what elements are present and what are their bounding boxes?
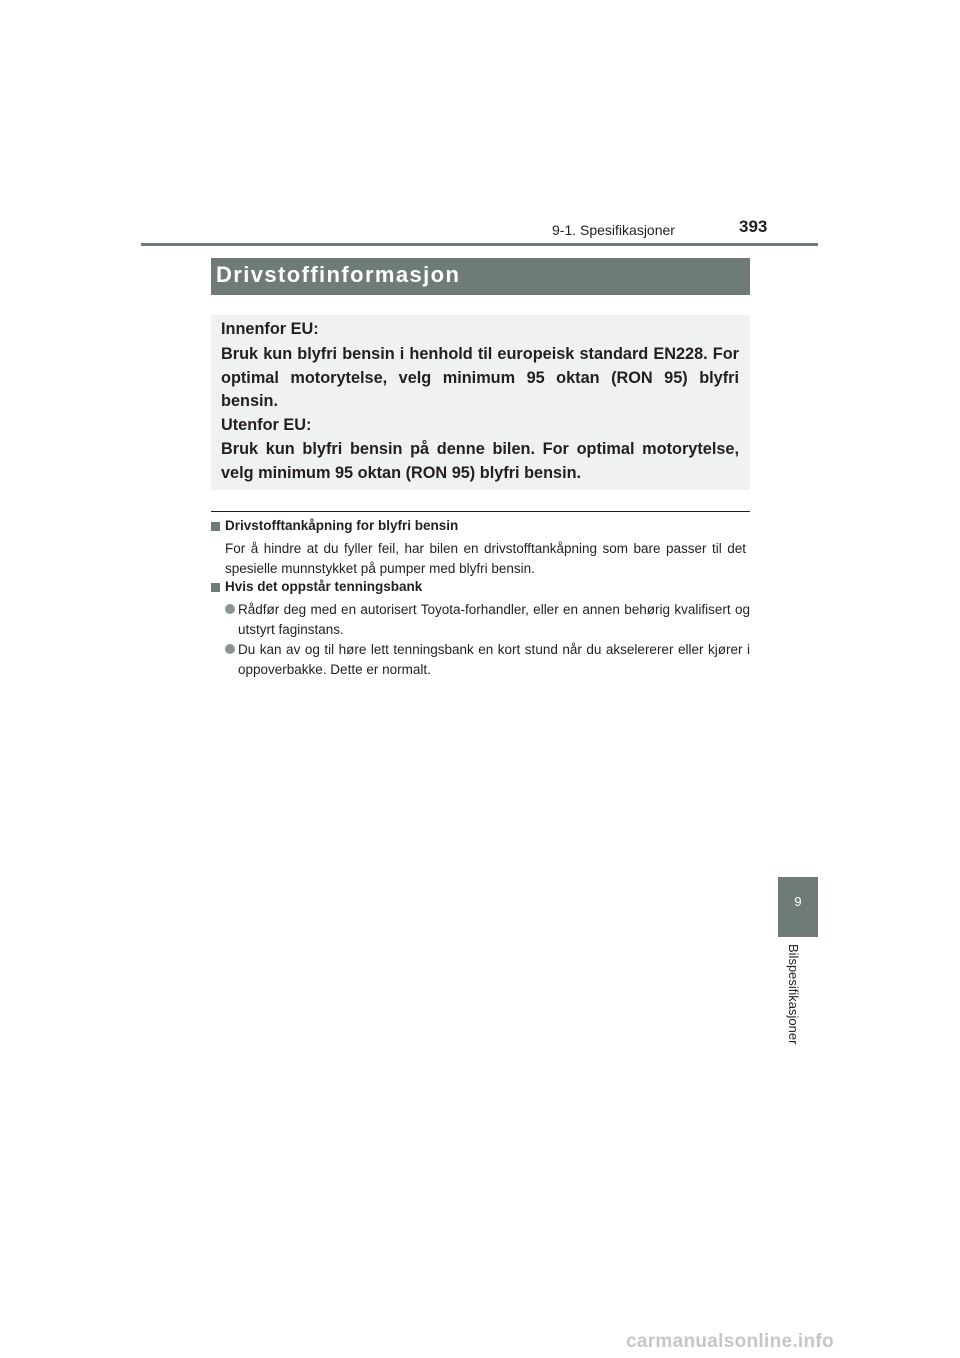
- bullet-item-dealer: Rådfør deg med en autorisert Toyota-forhandler, eller en annen behørig kvalifisert og utstyrt faginstans.: [238, 602, 750, 637]
- section-heading-fuel-filler: Drivstofftankåpning for blyfri bensin: [225, 518, 459, 533]
- page-number: 393: [739, 217, 768, 236]
- square-bullet-icon: [211, 583, 220, 592]
- header-rule: [141, 243, 818, 246]
- section-divider: [211, 511, 750, 512]
- title-bar: [211, 258, 750, 295]
- info-box-eu-heading: Innenfor EU:: [221, 320, 319, 338]
- square-bullet-icon: [211, 522, 220, 531]
- chapter-tab: [778, 877, 818, 937]
- round-bullet-icon: [225, 604, 235, 614]
- header-section-title: 9-1. Spesifikasjoner: [552, 222, 675, 238]
- watermark-logo: carmanualsonline.info: [626, 1331, 834, 1352]
- chapter-tab-number: 9: [794, 894, 802, 909]
- page-title: Drivstoffinformasjon: [216, 262, 461, 287]
- info-box-eu-text: Bruk kun blyfri bensin i henhold til europeisk standard EN228. For optimal motorytelse, velg minimum 95 oktan (RON 95) blyfri bensin.: [221, 345, 739, 410]
- section-heading-knocking: Hvis det oppstår tenningsbank: [225, 579, 423, 594]
- section-body-fuel-filler: For å hindre at du fyller feil, har bilen en drivstofftankåpning som bare passer til det spesielle munnstykket på pumper med blyfri bensin.: [225, 541, 746, 576]
- chapter-tab-label: Bilspesifikasjoner: [786, 944, 801, 1045]
- fuel-info-box: [211, 315, 750, 490]
- bullet-item-normal: Du kan av og til høre lett tenningsbank en kort stund når du akselererer eller kjører i oppoverbakke. Dette er normalt.: [238, 642, 750, 677]
- info-box-non-eu-text: Bruk kun blyfri bensin på denne bilen. For optimal motorytelse, velg minimum 95 oktan (RON 95) blyfri bensin.: [221, 440, 739, 482]
- info-box-non-eu-heading: Utenfor EU:: [221, 416, 312, 434]
- round-bullet-icon: [225, 644, 235, 654]
